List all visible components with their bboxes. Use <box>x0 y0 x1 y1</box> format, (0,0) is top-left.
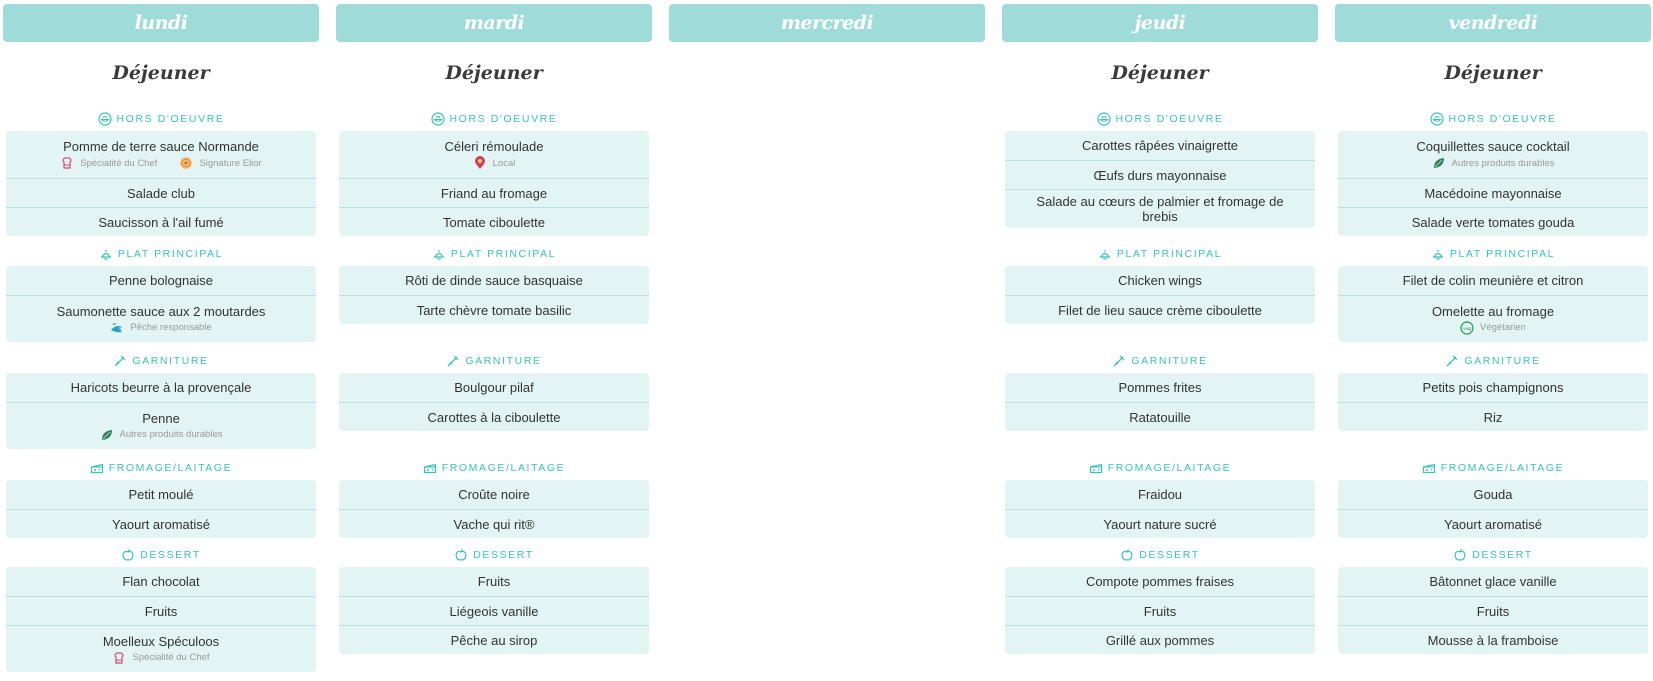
menu-items-box <box>1005 266 1315 324</box>
menu-items-box <box>1005 373 1315 431</box>
menu-item[interactable] <box>339 509 649 538</box>
menu-item[interactable] <box>6 480 316 509</box>
menu-item-name: Salade club <box>127 185 195 201</box>
menu-item-name: Fruits <box>144 603 178 619</box>
menu-item-name: Grillé aux pommes <box>1105 632 1215 648</box>
plat-category-icon <box>99 247 113 261</box>
badge-local <box>473 156 516 170</box>
category-label-text: HORS D'OEUVRE <box>1448 113 1557 125</box>
menu-item[interactable] <box>6 131 316 178</box>
category-label-fromage <box>1002 461 1318 475</box>
svg-text:veg: veg <box>1462 326 1472 332</box>
menu-item[interactable] <box>1338 596 1648 625</box>
menu-item[interactable] <box>1005 131 1315 160</box>
menu-item-name: Céleri rémoulade <box>444 139 544 154</box>
menu-item[interactable] <box>6 178 316 207</box>
menu-item[interactable] <box>1338 131 1648 178</box>
menu-item[interactable] <box>1005 596 1315 625</box>
category-label-text: GARNITURE <box>1131 355 1208 367</box>
menu-item-name: Boulgour pilaf <box>454 380 534 395</box>
category-label-text: HORS D'OEUVRE <box>1115 113 1224 125</box>
menu-item-name: Fruits <box>1476 603 1510 619</box>
menu-item-name: Yaourt aromatisé <box>111 516 211 532</box>
badge-label: Autres produits durables <box>1451 157 1555 169</box>
day-column-lundi <box>3 0 319 681</box>
hors-category-icon <box>98 112 112 126</box>
menu-item-name: Macédoine mayonnaise <box>1424 185 1562 201</box>
menu-item-name: Pommes frites <box>1118 380 1202 395</box>
menu-item[interactable] <box>1338 207 1648 236</box>
menu-item[interactable] <box>1005 567 1315 596</box>
menu-items-box <box>339 480 649 538</box>
day-header[interactable]: mardi <box>336 4 652 42</box>
menu-item-name: Ratatouille <box>1129 409 1191 425</box>
peche-icon <box>110 321 124 335</box>
dessert-category-icon <box>121 548 135 562</box>
menu-item-name: Petits pois champignons <box>1422 380 1564 395</box>
category-label-garniture <box>3 354 319 368</box>
menu-item[interactable] <box>6 625 316 672</box>
badge-list <box>1432 156 1555 170</box>
menu-item-name: Bâtonnet glace vanille <box>1429 574 1557 589</box>
category-label-garniture <box>1002 354 1318 368</box>
menu-item[interactable] <box>1338 295 1648 342</box>
badge-durable <box>100 428 223 442</box>
hors-category-icon <box>1430 112 1444 126</box>
chef-icon <box>60 156 74 170</box>
badge-elior <box>179 156 261 170</box>
category-label-dessert <box>3 548 319 562</box>
menu-item-name: Penne <box>142 410 180 426</box>
menu-item-name: Saucisson à l'ail fumé <box>98 214 224 230</box>
badge-label: Pêche responsable <box>130 322 212 333</box>
garniture-category-icon <box>446 354 460 368</box>
menu-item[interactable] <box>1005 266 1315 295</box>
category-label-text: FROMAGE/LAITAGE <box>1107 462 1232 474</box>
category-label-text: GARNITURE <box>465 355 542 367</box>
menu-item-name: Salade verte tomates gouda <box>1411 214 1575 230</box>
badge-list <box>1460 321 1526 335</box>
menu-item[interactable] <box>1005 160 1315 189</box>
category-label-dessert <box>1335 548 1651 562</box>
category-label-text: HORS D'OEUVRE <box>449 113 558 125</box>
menu-item-name: Riz <box>1483 409 1503 425</box>
plat-category-icon <box>432 247 446 261</box>
menu-item[interactable] <box>1338 567 1648 596</box>
category-label-plat <box>1335 247 1651 261</box>
category-label-text: DESSERT <box>140 549 201 561</box>
vege-icon <box>1460 321 1474 335</box>
menu-item[interactable] <box>1005 625 1315 654</box>
menu-item-name: Petit moulé <box>128 487 194 502</box>
menu-item-name: Moelleux Spéculoos <box>102 633 220 649</box>
menu-items-box <box>6 373 316 449</box>
category-label-fromage <box>1335 461 1651 475</box>
menu-item-name: Fraidou <box>1137 487 1183 502</box>
menu-item[interactable] <box>339 178 649 207</box>
menu-item[interactable] <box>339 131 649 178</box>
menu-item-name: Mousse à la framboise <box>1427 632 1559 648</box>
menu-item-name: Fruits <box>1143 603 1177 619</box>
menu-item-name: Omelette au fromage <box>1431 303 1555 319</box>
menu-item-name: Flan chocolat <box>122 574 200 589</box>
menu-item-name: Fruits <box>477 574 511 589</box>
badge-vege <box>1460 321 1526 335</box>
garniture-category-icon <box>113 354 127 368</box>
badge-peche <box>110 321 211 335</box>
menu-items-box <box>339 131 649 236</box>
menu-item[interactable] <box>1338 625 1648 654</box>
menu-item[interactable] <box>6 596 316 625</box>
menu-item-name: Filet de lieu sauce crème ciboulette <box>1058 302 1262 318</box>
menu-item[interactable] <box>339 402 649 431</box>
garniture-category-icon <box>1445 354 1459 368</box>
menu-item[interactable] <box>339 266 649 295</box>
badge-label: Spécialité du Chef <box>80 157 158 169</box>
menu-item[interactable] <box>339 207 649 236</box>
menu-item[interactable] <box>1005 509 1315 538</box>
category-label-hors <box>1335 112 1651 126</box>
hors-category-icon <box>431 112 445 126</box>
menu-item-name: Gouda <box>1473 487 1513 502</box>
category-label-text: FROMAGE/LAITAGE <box>1440 462 1565 474</box>
menu-item-name: Œufs durs mayonnaise <box>1093 167 1227 183</box>
menu-items-box <box>339 567 649 654</box>
category-label-fromage <box>3 461 319 475</box>
menu-item[interactable] <box>339 480 649 509</box>
menu-item[interactable] <box>1005 295 1315 324</box>
menu-items-box <box>6 567 316 672</box>
menu-item[interactable] <box>339 596 649 625</box>
menu-item-name: Saumonette sauce aux 2 moutardes <box>56 303 266 319</box>
category-label-plat <box>336 247 652 261</box>
durable-icon <box>100 428 114 442</box>
meal-title: Déjeuner <box>1111 62 1209 84</box>
menu-items-box <box>1005 480 1315 538</box>
menu-item[interactable] <box>339 625 649 654</box>
menu-item[interactable] <box>6 207 316 236</box>
menu-item-name: Coquillettes sauce cocktail <box>1416 139 1570 154</box>
menu-item-name: Haricots beurre à la provençale <box>70 380 252 395</box>
badge-label: Signature Elior <box>199 157 262 169</box>
menu-item[interactable] <box>1338 178 1648 207</box>
badge-label: Autres produits durables <box>119 429 223 440</box>
badge-list <box>110 321 211 335</box>
elior-icon <box>179 156 193 170</box>
menu-item[interactable] <box>1338 373 1648 402</box>
menu-item-name: Pomme de terre sauce Normande <box>63 139 259 154</box>
menu-item[interactable] <box>1338 402 1648 431</box>
category-label-text: GARNITURE <box>1464 355 1541 367</box>
menu-item-name: Tomate ciboulette <box>443 214 545 230</box>
day-header[interactable]: mercredi <box>669 4 985 42</box>
menu-item[interactable] <box>6 509 316 538</box>
menu-item[interactable] <box>1005 480 1315 509</box>
category-label-plat <box>3 247 319 261</box>
menu-item[interactable] <box>339 373 649 402</box>
badge-durable <box>1432 156 1555 170</box>
menu-item-name: Carottes à la ciboulette <box>427 409 561 425</box>
dessert-category-icon <box>1453 548 1467 562</box>
category-label-hors <box>3 112 319 126</box>
dessert-category-icon <box>454 548 468 562</box>
category-label-plat <box>1002 247 1318 261</box>
category-label-text: GARNITURE <box>132 355 209 367</box>
dessert-category-icon <box>1120 548 1134 562</box>
menu-item-name: Penne bolognaise <box>108 273 214 288</box>
menu-item-name: Croûte noire <box>458 487 530 502</box>
menu-item[interactable] <box>1338 266 1648 295</box>
menu-item[interactable] <box>6 373 316 402</box>
menu-items-box <box>1338 373 1648 431</box>
menu-item[interactable] <box>6 295 316 342</box>
fromage-category-icon <box>1089 461 1103 475</box>
menu-item-name: Liégeois vanille <box>449 603 539 619</box>
day-header[interactable]: vendredi <box>1335 4 1651 42</box>
category-label-text: PLAT PRINCIPAL <box>117 248 224 260</box>
menu-item[interactable] <box>339 295 649 324</box>
menu-items-box <box>1338 266 1648 342</box>
chef-icon <box>112 651 126 665</box>
category-label-garniture <box>1335 354 1651 368</box>
category-label-dessert <box>1002 548 1318 562</box>
menu-item[interactable] <box>1338 480 1648 509</box>
menu-item[interactable] <box>1005 402 1315 431</box>
menu-item-name: Carottes râpées vinaigrette <box>1081 138 1239 153</box>
menu-item[interactable] <box>1005 373 1315 402</box>
plat-category-icon <box>1098 247 1112 261</box>
menu-item[interactable] <box>339 567 649 596</box>
category-label-text: FROMAGE/LAITAGE <box>108 462 233 474</box>
category-label-fromage <box>336 461 652 475</box>
hors-category-icon <box>1097 112 1111 126</box>
durable-icon <box>1432 156 1446 170</box>
badge-list <box>473 156 516 170</box>
badge-label: Spécialité du Chef <box>132 652 210 663</box>
day-column-mardi <box>336 0 652 681</box>
menu-items-box <box>1005 131 1315 228</box>
menu-items-box <box>339 373 649 431</box>
day-column-vendredi <box>1335 0 1651 681</box>
badge-label: Local <box>492 157 516 169</box>
category-label-text: DESSERT <box>473 549 534 561</box>
local-icon <box>473 156 487 170</box>
menu-item[interactable] <box>1338 509 1648 538</box>
badge-list <box>60 156 261 170</box>
meal-title: Déjeuner <box>112 62 210 84</box>
category-label-text: DESSERT <box>1139 549 1200 561</box>
menu-items-box <box>6 480 316 538</box>
plat-category-icon <box>1431 247 1445 261</box>
garniture-category-icon <box>1112 354 1126 368</box>
meal-title: Déjeuner <box>445 62 543 84</box>
category-label-text: HORS D'OEUVRE <box>116 113 225 125</box>
menu-items-box <box>1338 131 1648 236</box>
category-label-hors <box>1002 112 1318 126</box>
menu-items-box <box>339 266 649 324</box>
menu-item[interactable] <box>1005 189 1315 228</box>
badge-chef <box>112 651 209 665</box>
fromage-category-icon <box>90 461 104 475</box>
menu-item[interactable] <box>6 402 316 449</box>
badge-label: Végétarien <box>1480 322 1526 333</box>
category-label-dessert <box>336 548 652 562</box>
category-label-text: PLAT PRINCIPAL <box>450 248 557 260</box>
menu-item[interactable] <box>6 266 316 295</box>
menu-items-box <box>1338 480 1648 538</box>
menu-item-name: Salade au cœurs de palmier et fromage de brebis <box>1036 194 1284 224</box>
menu-item[interactable] <box>6 567 316 596</box>
menu-item-name: Tarte chèvre tomate basilic <box>416 302 572 318</box>
menu-items-box <box>6 266 316 342</box>
day-column-jeudi <box>1002 0 1318 681</box>
menu-item-name: Yaourt nature sucré <box>1103 516 1217 532</box>
meal-title: Déjeuner <box>1444 62 1542 84</box>
category-label-text: DESSERT <box>1472 549 1533 561</box>
day-header[interactable]: jeudi <box>1002 4 1318 42</box>
menu-items-box <box>6 131 316 236</box>
badge-list <box>112 651 209 665</box>
category-label-text: FROMAGE/LAITAGE <box>441 462 566 474</box>
menu-item-name: Filet de colin meunière et citron <box>1402 273 1584 288</box>
fromage-category-icon <box>423 461 437 475</box>
day-header[interactable]: lundi <box>3 4 319 42</box>
menu-item-name: Yaourt aromatisé <box>1443 516 1543 532</box>
menu-item-name: Chicken wings <box>1118 273 1202 288</box>
badge-list <box>100 428 223 442</box>
menu-item-name: Pêche au sirop <box>450 632 538 648</box>
category-label-text: PLAT PRINCIPAL <box>1449 248 1556 260</box>
menu-item-name: Vache qui rit® <box>453 516 535 532</box>
category-label-text: PLAT PRINCIPAL <box>1116 248 1223 260</box>
category-label-hors <box>336 112 652 126</box>
category-label-garniture <box>336 354 652 368</box>
menu-item-name: Compote pommes fraises <box>1085 574 1235 589</box>
menu-item-name: Rôti de dinde sauce basquaise <box>405 273 583 288</box>
fromage-category-icon <box>1422 461 1436 475</box>
menu-items-box <box>1005 567 1315 654</box>
day-column-mercredi <box>669 0 985 681</box>
menu-item-name: Friand au fromage <box>440 185 548 201</box>
menu-items-box <box>1338 567 1648 654</box>
badge-chef <box>60 156 157 170</box>
